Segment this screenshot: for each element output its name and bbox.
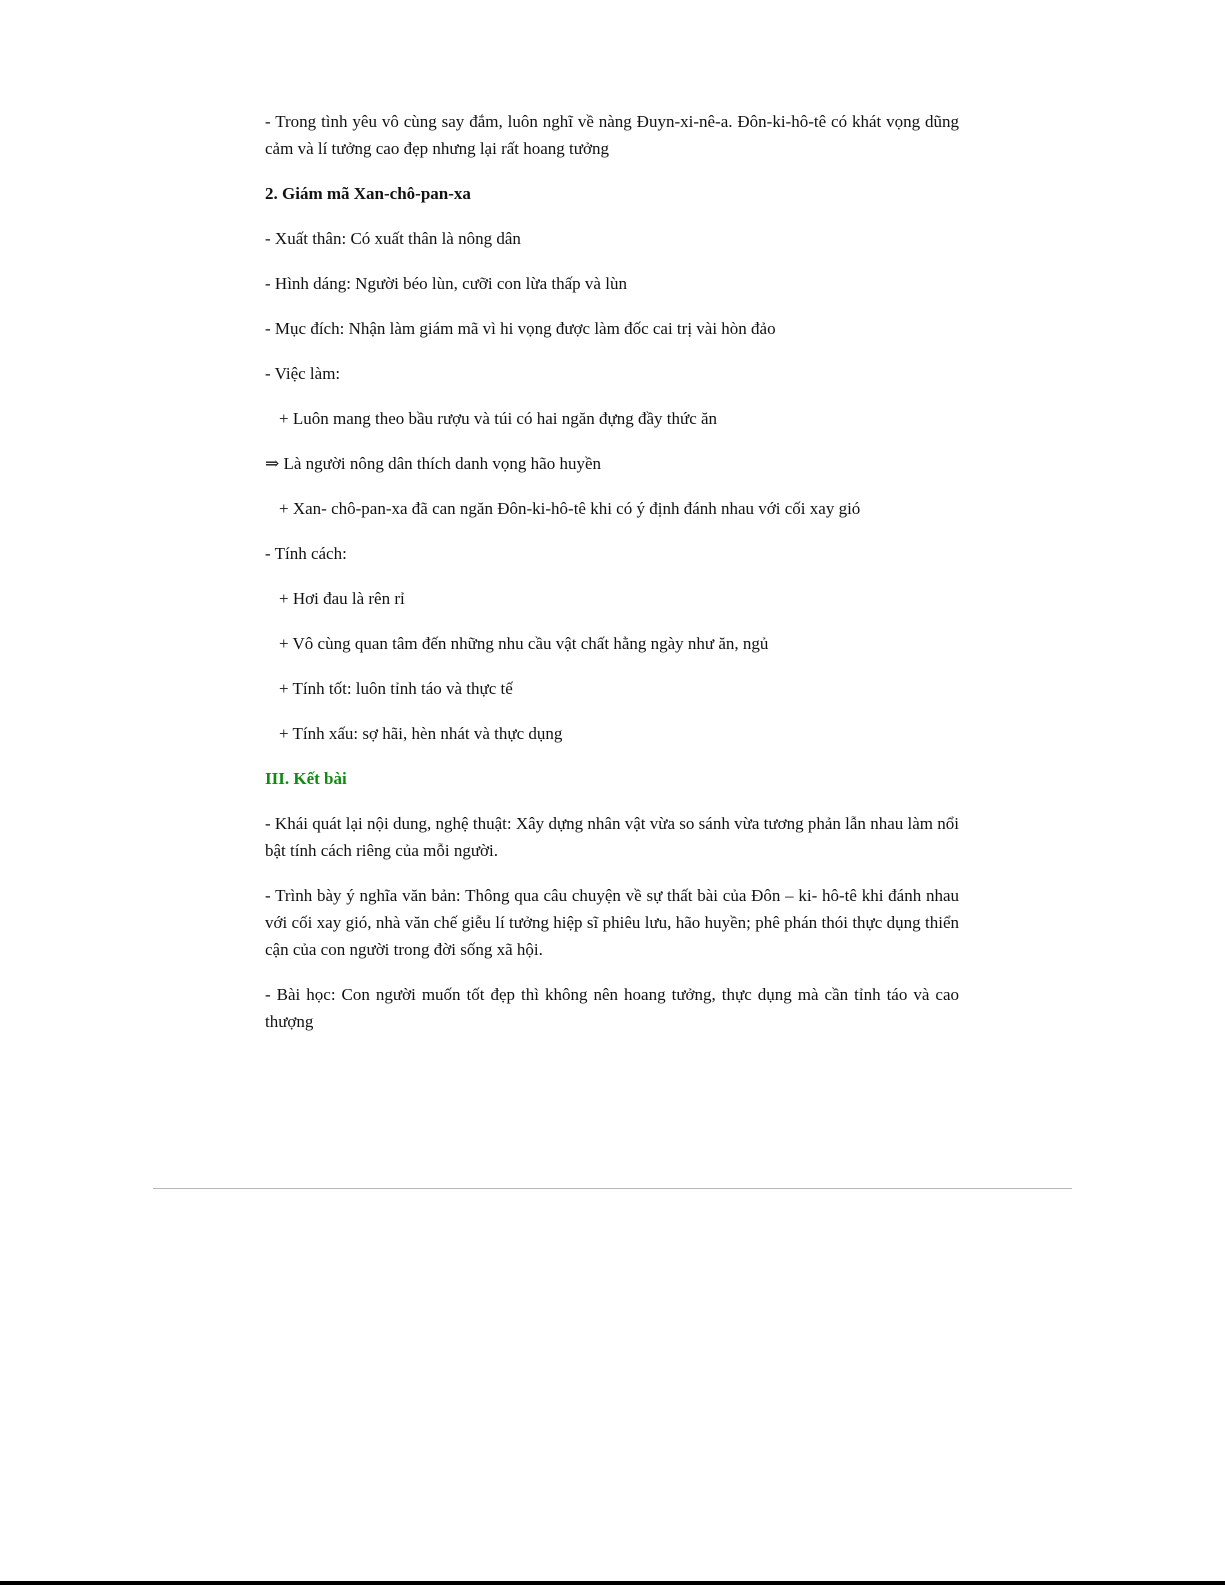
footer-divider (153, 1188, 1072, 1189)
paragraph-conclusion-arrow: ⇒ Là người nông dân thích danh vọng hão huyền (265, 454, 602, 473)
document-body (265, 108, 959, 1053)
paragraph-purpose: - Mục đích: Nhận làm giám mã vì hi vọng được làm đốc cai trị vài hòn đảo (265, 319, 776, 338)
paragraph-actions: - Việc làm: (265, 364, 341, 383)
paragraph-origin: - Xuất thân: Có xuất thân là nông dân (265, 229, 521, 248)
paragraph-trait-3: + Tính tốt: luôn tỉnh táo và thực tế (279, 679, 513, 698)
paragraph-trait-4: + Tính xấu: sợ hãi, hèn nhát và thực dụng (279, 724, 563, 743)
section-heading-conclusion: III. Kết bài (265, 769, 347, 788)
section-heading-squire: 2. Giám mã Xan-chô-pan-xa (265, 184, 471, 203)
paragraph-action-item-1: + Luôn mang theo bầu rượu và túi có hai ngăn đựng đầy thức ăn (279, 409, 718, 428)
paragraph-action-item-2: + Xan- chô-pan-xa đã can ngăn Đôn-ki-hô-tê khi có ý định đánh nhau với cối xay gió (279, 499, 861, 518)
paragraph-personality: - Tính cách: (265, 544, 347, 563)
bottom-edge-bar (0, 1581, 1225, 1585)
paragraph-appearance: - Hình dáng: Người béo lùn, cưỡi con lừa thấp và lùn (265, 274, 627, 293)
paragraph-trait-2: + Vô cùng quan tâm đến những nhu cầu vật chất hằng ngày như ăn, ngủ (279, 634, 769, 653)
paragraph-summary: - Khái quát lại nội dung, nghệ thuật: Xây dựng nhân vật vừa so sánh vừa tương phản lẫn nhau làm nổi bật tính cách riêng của mỗi người. (265, 814, 959, 860)
paragraph-lesson: - Bài học: Con người muốn tốt đẹp thì không nên hoang tưởng, thực dụng mà cần tỉnh táo và cao thượng (265, 985, 959, 1031)
paragraph-love: - Trong tình yêu vô cùng say đắm, luôn nghĩ về nàng Đuyn-xi-nê-a. Đôn-ki-hô-tê có khát vọng dũng cảm và lí tưởng cao đẹp nhưng lại rất hoang tưởng (265, 112, 959, 158)
paragraph-trait-1: + Hơi đau là rên rỉ (279, 589, 405, 608)
paragraph-meaning: - Trình bày ý nghĩa văn bản: Thông qua câu chuyện về sự thất bài của Đôn – ki- hô-tê khi đánh nhau với cối xay gió, nhà văn chế giễu lí tưởng hiệp sĩ phiêu lưu, hão huyền; phê phán thói thực dụng thiển cận của con người trong đời sống xã hội. (265, 886, 959, 959)
